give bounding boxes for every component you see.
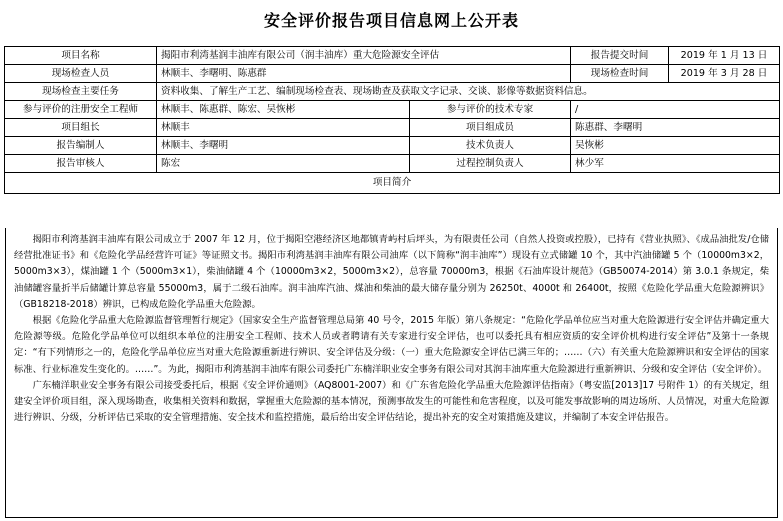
writer-label: 报告编制人 (5, 137, 157, 155)
page-title: 安全评价报告项目信息网上公开表 (263, 11, 519, 30)
table-row (5, 119, 780, 137)
submit-date-value: 2019 年 1 月 13 日 (669, 47, 780, 65)
inspect-date-label: 现场检查时间 (571, 65, 669, 83)
intro-heading: 项目简介 (5, 173, 780, 194)
submit-date-label: 报告提交时间 (571, 47, 669, 65)
table-row (5, 155, 780, 173)
tech-lead-value: 吴恢彬 (571, 137, 780, 155)
table-row (5, 47, 780, 65)
tasks-value: 资料收集、了解生产工艺、编制现场检查表、现场勘查及获取文字记录、交谈、影像等数据资料信息。 (157, 83, 780, 101)
tasks-label: 现场检查主要任务 (5, 83, 157, 101)
project-name-value: 揭阳市利湾基润丰油库有限公司（润丰油库）重大危险源安全评估 (157, 47, 571, 65)
members-label: 项目组成员 (410, 119, 571, 137)
members-value: 陈惠群、李曙明 (571, 119, 780, 137)
reviewer-label: 报告审核人 (5, 155, 157, 173)
inspectors-label: 现场检查人员 (5, 65, 157, 83)
table-row (5, 101, 780, 119)
inspect-date-value: 2019 年 3 月 28 日 (669, 65, 780, 83)
table-row (5, 65, 780, 83)
leader-value: 林顺丰 (157, 119, 410, 137)
intro-paragraph: 根据《危险化学品重大危险源监督管理暂行规定》（国家安全生产监督管理总局第 40 号令，2015 年版）第八条规定：“危险化学品单位应当对重大危险源进行安全评估并确定重大危险源等级。危险化学品单位可以组织本单位的注册安全工程师、技术人员或者聘请有关专家进行安全评估，也可以委托具有相应资质的安全评价机构进行安全评估”及第十一条规定：“有下列情形之一的，危险化学品单位应当对重大危险源重新进行辨识、安全评估及分级：（一）重大危险源安全评估已满三年的；……（六）有关重大危险源辨识和安全评估的国家标准、行业标准发生变化的。……”。为此，揭阳市利湾基润丰油库有限公司委托广东楠洋职业安全事务有限公司对其润丰油库重大危险源进行重新辨识、分级和安全评估（安全评价）。 (14, 315, 769, 375)
engineers-value: 林顺丰、陈惠群、陈宏、吴恢彬 (157, 101, 410, 119)
info-table (4, 46, 780, 194)
tech-lead-label: 技术负责人 (410, 137, 571, 155)
inspectors-value: 林顺丰、李曙明、陈惠群 (157, 65, 571, 83)
project-name-label: 项目名称 (5, 47, 157, 65)
experts-value: / (571, 101, 780, 119)
experts-label: 参与评价的技术专家 (410, 101, 571, 119)
process-lead-value: 林少军 (571, 155, 780, 173)
intro-paragraph: 揭阳市利湾基润丰油库有限公司成立于 2007 年 12 月，位于揭阳空港经济区地都镇青屿村后坪头，为有限责任公司（自然人投资或控股），已持有《营业执照》、《成品油批发/仓储经营批准证书》和《危险化学品经营许可证》等证照文书。揭阳市利湾基润丰油库有限公司油库（以下简称“润丰油库”）现设有立式储罐 10 个，其中汽油储罐 5 个（10000m3×2，5000m3×3），煤油罐 1 个（5000m3×1），柴油储罐 4 个（10000m3×2，5000m3×2），总容量 70000m3，根据《石油库设计规范》（GB50074-2014）第 3.0.1 条规定，柴油储罐容量折半后储罐计算总容量 55000m3，属于二级石油库。润丰油库汽油、煤油和柴油的最大储存量分别为 26250t、4000t 和 26400t，按照《危险化学品重大危险源辨识》（GB18218-2018）辨识，已构成危险化学品重大危险源。 (14, 234, 769, 310)
leader-label: 项目组长 (5, 119, 157, 137)
writer-value: 林顺丰、李曙明 (157, 137, 410, 155)
table-row (5, 137, 780, 155)
process-lead-label: 过程控制负责人 (410, 155, 571, 173)
table-row (5, 173, 780, 194)
intro-body (5, 228, 778, 518)
table-row (5, 83, 780, 101)
reviewer-value: 陈宏 (157, 155, 410, 173)
engineers-label: 参与评价的注册安全工程师 (5, 101, 157, 119)
intro-paragraph: 广东楠洋职业安全事务有限公司接受委托后，根据《安全评价通则》（AQ8001-2007）和《广东省危险化学品重大危险源评估指南》（粤安监[2013]17 号附件 1）的有关规定，组建安全评价项目组，深入现场勘查，收集相关资料和数据，掌握重大危险源的基本情况，预测事故发生的可能性和危害程度，以及可能发事故影响的周边场所、人员情况，对重大危险源进行辨识、分级，分析评估已采取的安全管理措施、安全技术和监控措施，最后给出安全评估结论，提出补充的安全对策措施及建议，并编制了本安全评估报告。 (14, 379, 769, 424)
